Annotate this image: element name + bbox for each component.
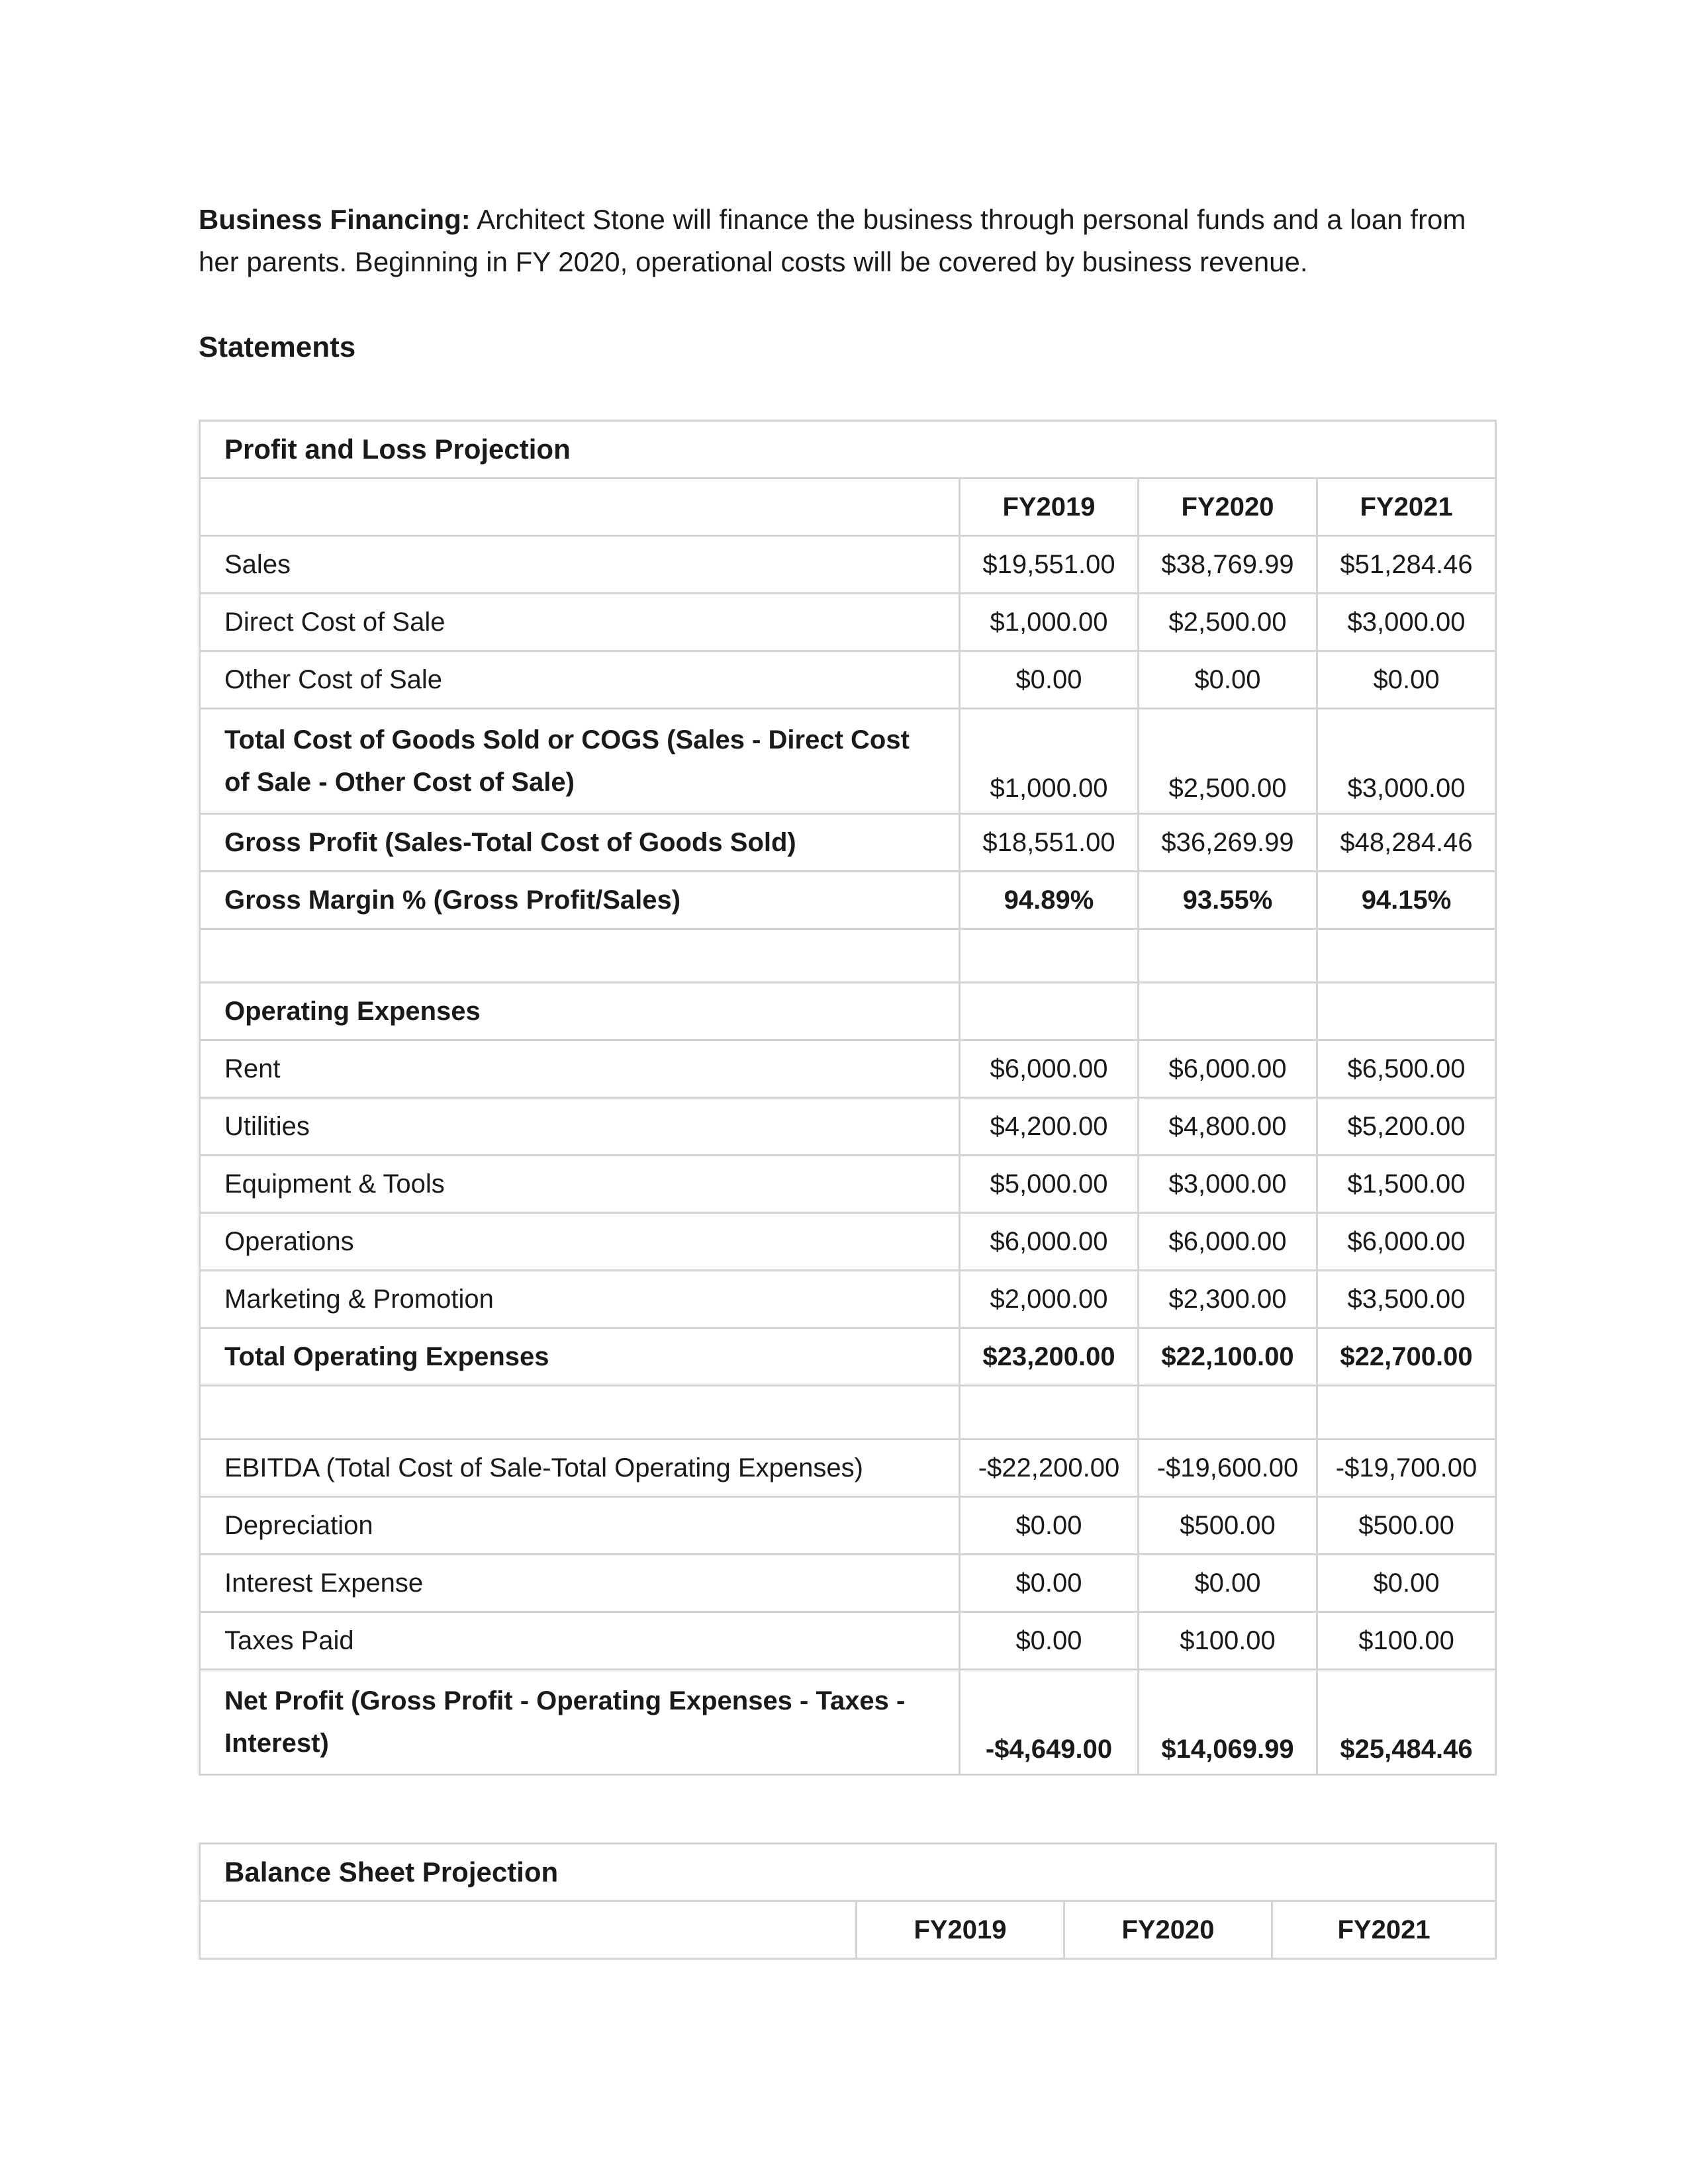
value-cell: $22,100.00 xyxy=(1139,1328,1317,1386)
statements-heading: Statements xyxy=(199,331,356,363)
value-cell: $0.00 xyxy=(1317,651,1496,709)
value-cell: $1,500.00 xyxy=(1317,1156,1496,1213)
balance-sheet-title: Balance Sheet Projection xyxy=(200,1844,1496,1901)
table-row xyxy=(200,651,1496,709)
table-row xyxy=(200,983,1496,1040)
business-financing-text: Architect Stone will finance the business through personal funds and a loan from her parents. Beginning in FY 2020, operational costs will be covered by business revenue. xyxy=(199,204,1466,277)
value-cell: $6,000.00 xyxy=(960,1213,1139,1271)
value-cell: $2,500.00 xyxy=(1139,594,1317,651)
value-cell: -$19,700.00 xyxy=(1317,1439,1496,1497)
value-cell: $0.00 xyxy=(1139,651,1317,709)
row-label: Net Profit (Gross Profit - Operating Expenses - Taxes - Interest) xyxy=(200,1670,960,1775)
table-row xyxy=(200,1670,1496,1775)
column-header: FY2019 xyxy=(960,478,1139,536)
table-row xyxy=(200,1328,1496,1386)
business-financing-paragraph xyxy=(199,199,1492,283)
value-cell: $4,200.00 xyxy=(960,1098,1139,1156)
table-row xyxy=(200,1156,1496,1213)
value-cell: $1,000.00 xyxy=(960,709,1139,814)
table-row xyxy=(200,1213,1496,1271)
value-cell: $100.00 xyxy=(1317,1612,1496,1670)
value-cell: $3,000.00 xyxy=(1317,594,1496,651)
value-cell: $3,000.00 xyxy=(1139,1156,1317,1213)
value-cell: $18,551.00 xyxy=(960,814,1139,872)
header-empty-cell xyxy=(200,1901,857,1959)
column-header: FY2021 xyxy=(1272,1901,1496,1959)
column-header: FY2021 xyxy=(1317,478,1496,536)
table-row xyxy=(200,594,1496,651)
row-label: Rent xyxy=(200,1040,960,1098)
value-cell: $0.00 xyxy=(1139,1555,1317,1612)
operating-expenses-heading: Operating Expenses xyxy=(200,983,960,1040)
row-label: Gross Margin % (Gross Profit/Sales) xyxy=(200,872,960,929)
value-cell: -$22,200.00 xyxy=(960,1439,1139,1497)
value-cell: $1,000.00 xyxy=(960,594,1139,651)
table-row xyxy=(200,1612,1496,1670)
spacer-row xyxy=(200,1386,1496,1439)
value-cell: 94.89% xyxy=(960,872,1139,929)
row-label: Taxes Paid xyxy=(200,1612,960,1670)
business-financing-label: Business Financing: xyxy=(199,204,471,235)
value-cell: $2,300.00 xyxy=(1139,1271,1317,1328)
profit-loss-header-row xyxy=(200,478,1496,536)
value-cell: $6,000.00 xyxy=(1317,1213,1496,1271)
value-cell: $5,200.00 xyxy=(1317,1098,1496,1156)
row-label: Gross Profit (Sales-Total Cost of Goods Sold) xyxy=(200,814,960,872)
value-cell: $6,000.00 xyxy=(1139,1213,1317,1271)
document-page xyxy=(199,199,1492,1944)
value-cell: $48,284.46 xyxy=(1317,814,1496,872)
header-empty-cell xyxy=(200,478,960,536)
value-cell: $19,551.00 xyxy=(960,536,1139,594)
table-row xyxy=(200,1497,1496,1555)
row-label: Marketing & Promotion xyxy=(200,1271,960,1328)
value-cell: $2,500.00 xyxy=(1139,709,1317,814)
row-label: Total Operating Expenses xyxy=(200,1328,960,1386)
table-row xyxy=(200,536,1496,594)
row-label: Direct Cost of Sale xyxy=(200,594,960,651)
value-cell: $25,484.46 xyxy=(1317,1670,1496,1775)
row-label: Other Cost of Sale xyxy=(200,651,960,709)
row-label: Interest Expense xyxy=(200,1555,960,1612)
column-header: FY2019 xyxy=(857,1901,1064,1959)
table-row xyxy=(200,709,1496,814)
table-row xyxy=(200,1271,1496,1328)
column-header: FY2020 xyxy=(1139,478,1317,536)
row-label: EBITDA (Total Cost of Sale-Total Operating Expenses) xyxy=(200,1439,960,1497)
value-cell: $51,284.46 xyxy=(1317,536,1496,594)
value-cell: $0.00 xyxy=(960,1555,1139,1612)
table-row xyxy=(200,1555,1496,1612)
value-cell: $500.00 xyxy=(1139,1497,1317,1555)
table-row xyxy=(200,872,1496,929)
value-cell: $100.00 xyxy=(1139,1612,1317,1670)
value-cell: $14,069.99 xyxy=(1139,1670,1317,1775)
value-cell: $3,500.00 xyxy=(1317,1271,1496,1328)
value-cell: $23,200.00 xyxy=(960,1328,1139,1386)
row-label: Depreciation xyxy=(200,1497,960,1555)
value-cell: $38,769.99 xyxy=(1139,536,1317,594)
table-row xyxy=(200,1040,1496,1098)
value-cell: 93.55% xyxy=(1139,872,1317,929)
value-cell: $0.00 xyxy=(960,1612,1139,1670)
value-cell: $36,269.99 xyxy=(1139,814,1317,872)
value-cell: $0.00 xyxy=(1317,1555,1496,1612)
value-cell: $6,000.00 xyxy=(960,1040,1139,1098)
column-header: FY2020 xyxy=(1064,1901,1272,1959)
balance-sheet-table xyxy=(199,1843,1497,1960)
value-cell: $3,000.00 xyxy=(1317,709,1496,814)
table-row xyxy=(200,814,1496,872)
value-cell: $22,700.00 xyxy=(1317,1328,1496,1386)
spacer-row xyxy=(200,929,1496,983)
row-label: Utilities xyxy=(200,1098,960,1156)
value-cell: $500.00 xyxy=(1317,1497,1496,1555)
value-cell: -$19,600.00 xyxy=(1139,1439,1317,1497)
value-cell: $6,500.00 xyxy=(1317,1040,1496,1098)
value-cell: -$4,649.00 xyxy=(960,1670,1139,1775)
row-label: Total Cost of Goods Sold or COGS (Sales - Direct Cost of Sale - Other Cost of Sale) xyxy=(200,709,960,814)
value-cell: $0.00 xyxy=(960,651,1139,709)
table-row xyxy=(200,1439,1496,1497)
row-label: Equipment & Tools xyxy=(200,1156,960,1213)
value-cell: $4,800.00 xyxy=(1139,1098,1317,1156)
value-cell: $0.00 xyxy=(960,1497,1139,1555)
row-label: Sales xyxy=(200,536,960,594)
row-label: Operations xyxy=(200,1213,960,1271)
profit-loss-title: Profit and Loss Projection xyxy=(200,421,1496,478)
table-row xyxy=(200,1098,1496,1156)
value-cell: $6,000.00 xyxy=(1139,1040,1317,1098)
value-cell: $2,000.00 xyxy=(960,1271,1139,1328)
balance-sheet-header-row xyxy=(200,1901,1496,1959)
value-cell: 94.15% xyxy=(1317,872,1496,929)
value-cell: $5,000.00 xyxy=(960,1156,1139,1213)
profit-loss-table xyxy=(199,420,1497,1776)
